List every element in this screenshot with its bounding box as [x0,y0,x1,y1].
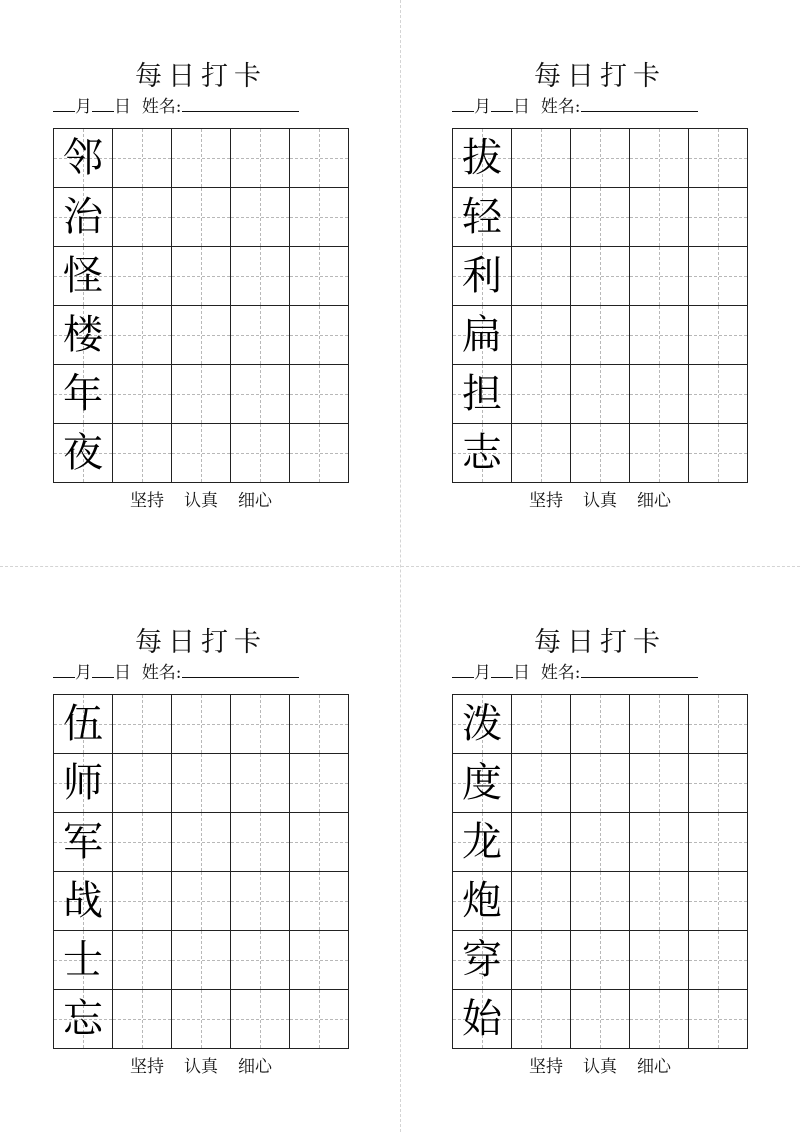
practice-cell[interactable] [571,695,630,754]
motto-item: 细心 [238,1057,272,1077]
model-character: 扁 [462,312,502,358]
practice-cell[interactable] [512,754,571,813]
model-character-cell [453,247,512,306]
practice-cell[interactable] [512,931,571,990]
model-character-cell [453,754,512,813]
practice-cell[interactable] [689,129,748,188]
practice-cell[interactable] [290,247,349,306]
model-character-cell [453,931,512,990]
practice-cell[interactable] [571,754,630,813]
practice-cell[interactable] [290,931,349,990]
model-character: 夜 [63,430,103,476]
model-character: 伍 [63,701,103,747]
practice-cell[interactable] [231,247,290,306]
month-blank[interactable] [452,661,474,678]
motto-item: 认真 [583,1057,617,1077]
practice-cell[interactable] [172,365,231,424]
motto-item: 坚持 [529,491,563,511]
practice-cell[interactable] [689,247,748,306]
date-name-line [452,661,748,683]
model-character: 担 [462,371,502,417]
motto [53,1052,349,1077]
model-character: 士 [63,937,103,983]
practice-cell[interactable] [571,990,630,1049]
model-character-cell [453,990,512,1049]
practice-cell[interactable] [512,306,571,365]
grid-cells [452,694,748,1049]
practice-cell[interactable] [689,695,748,754]
month-label: 月 [474,663,491,683]
practice-cell[interactable] [689,365,748,424]
model-character-cell [453,306,512,365]
motto-item: 细心 [238,491,272,511]
practice-cell[interactable] [231,188,290,247]
practice-cell[interactable] [689,306,748,365]
model-character-cell [54,990,113,1049]
date-name-line [53,661,349,683]
model-character-cell [54,695,113,754]
day-blank[interactable] [92,661,114,678]
practice-cell[interactable] [630,188,689,247]
model-character-cell [54,872,113,931]
model-character: 轻 [462,194,502,240]
month-blank[interactable] [53,95,75,112]
practice-cell[interactable] [113,129,172,188]
model-character: 泼 [462,701,502,747]
practice-cell[interactable] [630,365,689,424]
motto-item: 认真 [184,491,218,511]
model-character-cell [54,365,113,424]
checkin-card-3 [53,625,349,1077]
motto-item: 坚持 [130,1057,164,1077]
model-character-cell [54,424,113,483]
model-character: 治 [63,194,103,240]
practice-cell[interactable] [290,754,349,813]
practice-cell[interactable] [689,931,748,990]
practice-cell[interactable] [231,754,290,813]
practice-cell[interactable] [113,188,172,247]
practice-cell[interactable] [172,306,231,365]
day-blank[interactable] [491,661,513,678]
model-character-cell [453,188,512,247]
practice-cell[interactable] [630,931,689,990]
day-label: 日 [513,97,530,117]
practice-cell[interactable] [630,306,689,365]
practice-cell[interactable] [630,754,689,813]
day-blank[interactable] [92,95,114,112]
practice-cell[interactable] [630,872,689,931]
practice-cell[interactable] [231,872,290,931]
model-character: 年 [63,371,103,417]
motto-item: 细心 [637,491,671,511]
practice-cell[interactable] [571,365,630,424]
practice-cell[interactable] [231,365,290,424]
model-character-cell [453,129,512,188]
practice-cell[interactable] [512,365,571,424]
name-label: 姓名: [141,663,182,683]
model-character-cell [54,813,113,872]
model-character-cell [54,931,113,990]
practice-cell[interactable] [571,872,630,931]
writing-grid [452,694,747,1048]
model-character: 怪 [63,253,103,299]
model-character: 度 [462,760,502,806]
model-character: 志 [462,430,502,476]
grid-cells [53,694,349,1049]
card-title: 每日打卡 [534,627,666,658]
card-title: 每日打卡 [534,61,666,92]
name-blank[interactable] [182,95,299,112]
practice-cell[interactable] [512,990,571,1049]
practice-cell[interactable] [113,365,172,424]
practice-cell[interactable] [290,813,349,872]
model-character: 师 [63,760,103,806]
name-label: 姓名: [540,663,581,683]
practice-cell[interactable] [630,247,689,306]
motto-item: 细心 [637,1057,671,1077]
month-label: 月 [75,97,92,117]
practice-cell[interactable] [290,365,349,424]
day-label: 日 [114,97,131,117]
practice-cell[interactable] [172,931,231,990]
name-label: 姓名: [141,97,182,117]
checkin-card-1 [53,59,349,511]
practice-cell[interactable] [512,247,571,306]
model-character: 始 [462,996,502,1042]
practice-cell[interactable] [512,813,571,872]
model-character: 邻 [63,135,103,181]
motto-item: 认真 [583,491,617,511]
practice-cell[interactable] [113,872,172,931]
practice-cell[interactable] [630,990,689,1049]
model-character-cell [453,365,512,424]
practice-cell[interactable] [231,306,290,365]
practice-cell[interactable] [512,129,571,188]
practice-cell[interactable] [630,129,689,188]
model-character-cell [54,754,113,813]
month-label: 月 [75,663,92,683]
practice-cell[interactable] [113,424,172,483]
practice-cell[interactable] [689,813,748,872]
model-character: 龙 [462,819,502,865]
writing-grid [53,128,348,482]
practice-cell[interactable] [172,990,231,1049]
model-character: 忘 [63,996,103,1042]
practice-cell[interactable] [689,872,748,931]
month-label: 月 [474,97,491,117]
practice-cell[interactable] [113,990,172,1049]
model-character-cell [54,247,113,306]
practice-cell[interactable] [231,129,290,188]
model-character-cell [54,129,113,188]
practice-cell[interactable] [172,695,231,754]
checkin-card-2 [452,59,748,511]
motto [53,486,349,511]
practice-cell[interactable] [571,188,630,247]
practice-cell[interactable] [689,754,748,813]
practice-cell[interactable] [689,188,748,247]
motto [452,1052,748,1077]
motto-item: 坚持 [130,491,164,511]
practice-cell[interactable] [231,695,290,754]
model-character-cell [453,813,512,872]
day-label: 日 [513,663,530,683]
model-character-cell [453,872,512,931]
practice-cell[interactable] [571,247,630,306]
model-character: 利 [462,253,502,299]
practice-cell[interactable] [512,424,571,483]
model-character: 楼 [63,312,103,358]
writing-grid [452,128,747,482]
grid-cells [452,128,748,483]
card-title: 每日打卡 [135,627,267,658]
practice-cell[interactable] [113,247,172,306]
practice-cell[interactable] [571,306,630,365]
date-name-line [452,95,748,117]
practice-cell[interactable] [512,695,571,754]
name-blank[interactable] [182,661,299,678]
practice-cell[interactable] [290,695,349,754]
practice-cell[interactable] [231,931,290,990]
model-character: 穿 [462,937,502,983]
month-blank[interactable] [452,95,474,112]
practice-cell[interactable] [113,931,172,990]
practice-cell[interactable] [571,129,630,188]
practice-cell[interactable] [113,813,172,872]
practice-cell[interactable] [172,813,231,872]
practice-cell[interactable] [290,872,349,931]
model-character-cell [54,188,113,247]
day-blank[interactable] [491,95,513,112]
practice-cell[interactable] [571,931,630,990]
practice-cell[interactable] [512,188,571,247]
model-character: 战 [63,878,103,924]
model-character: 拔 [462,135,502,181]
model-character: 炮 [462,878,502,924]
practice-cell[interactable] [172,424,231,483]
practice-cell[interactable] [172,129,231,188]
practice-cell[interactable] [571,813,630,872]
practice-cell[interactable] [113,754,172,813]
practice-cell[interactable] [571,424,630,483]
practice-cell[interactable] [172,872,231,931]
practice-cell[interactable] [172,247,231,306]
motto [452,486,748,511]
practice-cell[interactable] [231,990,290,1049]
horizontal-cut-line [0,566,800,567]
model-character-cell [453,695,512,754]
grid-cells [53,128,349,483]
practice-cell[interactable] [290,188,349,247]
practice-cell[interactable] [290,990,349,1049]
practice-cell[interactable] [689,990,748,1049]
practice-cell[interactable] [290,129,349,188]
practice-cell[interactable] [172,188,231,247]
practice-cell[interactable] [231,813,290,872]
practice-cell[interactable] [290,424,349,483]
practice-cell[interactable] [172,754,231,813]
writing-grid [53,694,348,1048]
model-character-cell [453,424,512,483]
practice-cell[interactable] [630,695,689,754]
name-label: 姓名: [540,97,581,117]
date-name-line [53,95,349,117]
day-label: 日 [114,663,131,683]
motto-item: 认真 [184,1057,218,1077]
motto-item: 坚持 [529,1057,563,1077]
practice-cell[interactable] [290,306,349,365]
practice-cell[interactable] [512,872,571,931]
name-blank[interactable] [581,661,698,678]
card-title: 每日打卡 [135,61,267,92]
practice-cell[interactable] [630,424,689,483]
practice-cell[interactable] [630,813,689,872]
model-character: 军 [63,819,103,865]
checkin-card-4 [452,625,748,1077]
practice-cell[interactable] [689,424,748,483]
practice-cell[interactable] [113,306,172,365]
practice-cell[interactable] [231,424,290,483]
name-blank[interactable] [581,95,698,112]
model-character-cell [54,306,113,365]
practice-cell[interactable] [113,695,172,754]
month-blank[interactable] [53,661,75,678]
